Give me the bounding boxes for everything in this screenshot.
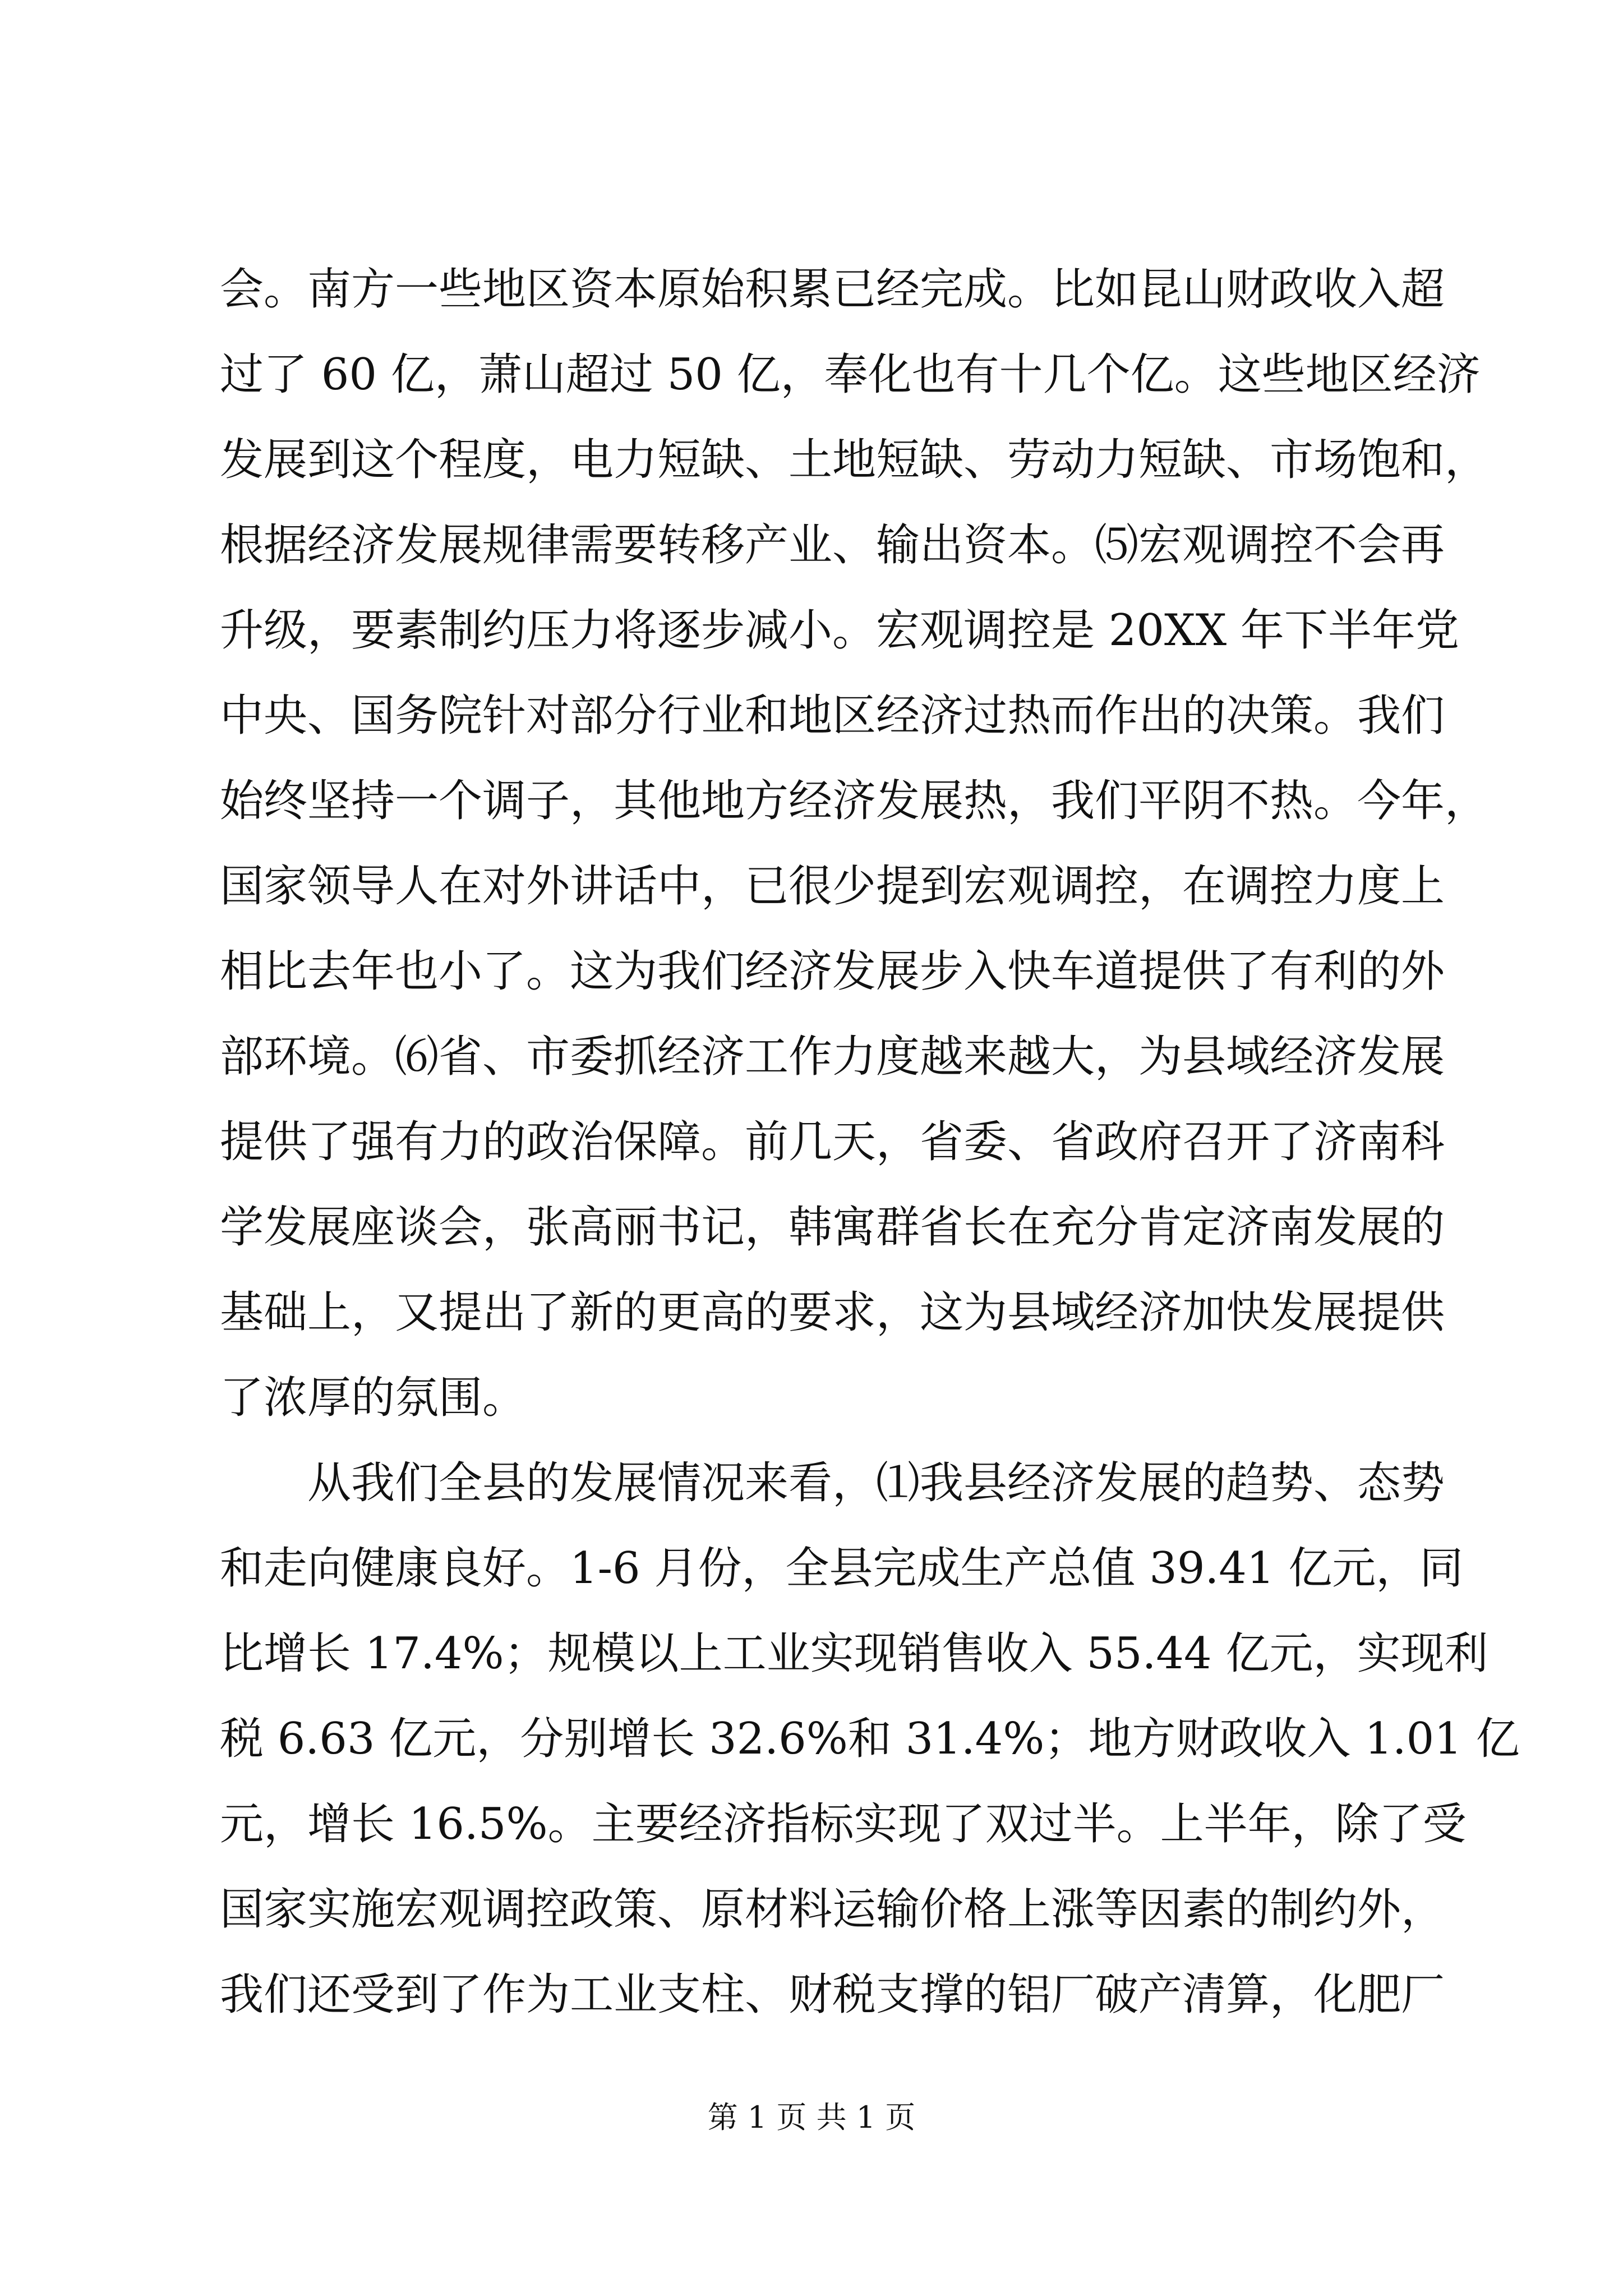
paragraph-1-line-14: 了浓厚的氛围。	[220, 1373, 527, 1423]
paragraph-1-line-4: 根据经济发展规律需要转移产业、输出资本。⑸宏观调控不会再	[220, 520, 1445, 570]
paragraph-2-line-5: 元，增长 16.5%。主要经济指标实现了双过半。上半年，除了受	[220, 1799, 1467, 1849]
paragraph-2-line-1: 从我们全县的发展情况来看，⑴我县经济发展的趋势、态势	[307, 1458, 1445, 1508]
paragraph-2-line-6: 国家实施宏观调控政策、原材料运输价格上涨等因素的制约外，	[220, 1884, 1445, 1935]
page-footer: 第 1 页 共 1 页	[707, 2100, 916, 2135]
paragraph-1-line-5: 升级，要素制约压力将逐步减小。宏观调控是 20XX 年下半年党	[220, 605, 1459, 656]
paragraph-1-line-3: 发展到这个程度，电力短缺、土地短缺、劳动力短缺、市场饱和，	[220, 435, 1489, 485]
paragraph-1-line-1: 会。南方一些地区资本原始积累已经完成。比如昆山财政收入超	[220, 264, 1445, 315]
paragraph-1-line-8: 国家领导人在对外讲话中，已很少提到宏观调控，在调控力度上	[220, 861, 1445, 912]
paragraph-1-line-11: 提供了强有力的政治保障。前几天，省委、省政府召开了济南科	[220, 1117, 1445, 1167]
paragraph-2-line-3: 比增长 17.4%；规模以上工业实现销售收入 55.44 亿元，实现利	[220, 1628, 1488, 1679]
paragraph-1-line-7: 始终坚持一个调子，其他地方经济发展热，我们平阴不热。今年，	[220, 776, 1489, 826]
paragraph-1-line-9: 相比去年也小了。这为我们经济发展步入快车道提供了有利的外	[220, 946, 1445, 997]
paragraph-1-line-2: 过了 60 亿，萧山超过 50 亿，奉化也有十几个亿。这些地区经济	[220, 349, 1481, 400]
paragraph-1-line-13: 基础上，又提出了新的更高的要求，这为县域经济加快发展提供	[220, 1287, 1445, 1338]
paragraph-2-line-7: 我们还受到了作为工业支柱、财税支撑的铝厂破产清算，化肥厂	[220, 1970, 1445, 2020]
paragraph-2-line-4: 税 6.63 亿元，分别增长 32.6%和 31.4%；地方财政收入 1.01 亿	[220, 1714, 1520, 1764]
paragraph-1-line-6: 中央、国务院针对部分行业和地区经济过热而作出的决策。我们	[220, 691, 1445, 741]
paragraph-2-line-2: 和走向健康良好。1-6 月份，全县完成生产总值 39.41 亿元，同	[220, 1543, 1464, 1594]
paragraph-1-line-12: 学发展座谈会，张高丽书记，韩寓群省长在充分肯定济南发展的	[220, 1202, 1445, 1253]
paragraph-1-line-10: 部环境。⑹省、市委抓经济工作力度越来越大，为县域经济发展	[220, 1032, 1445, 1082]
